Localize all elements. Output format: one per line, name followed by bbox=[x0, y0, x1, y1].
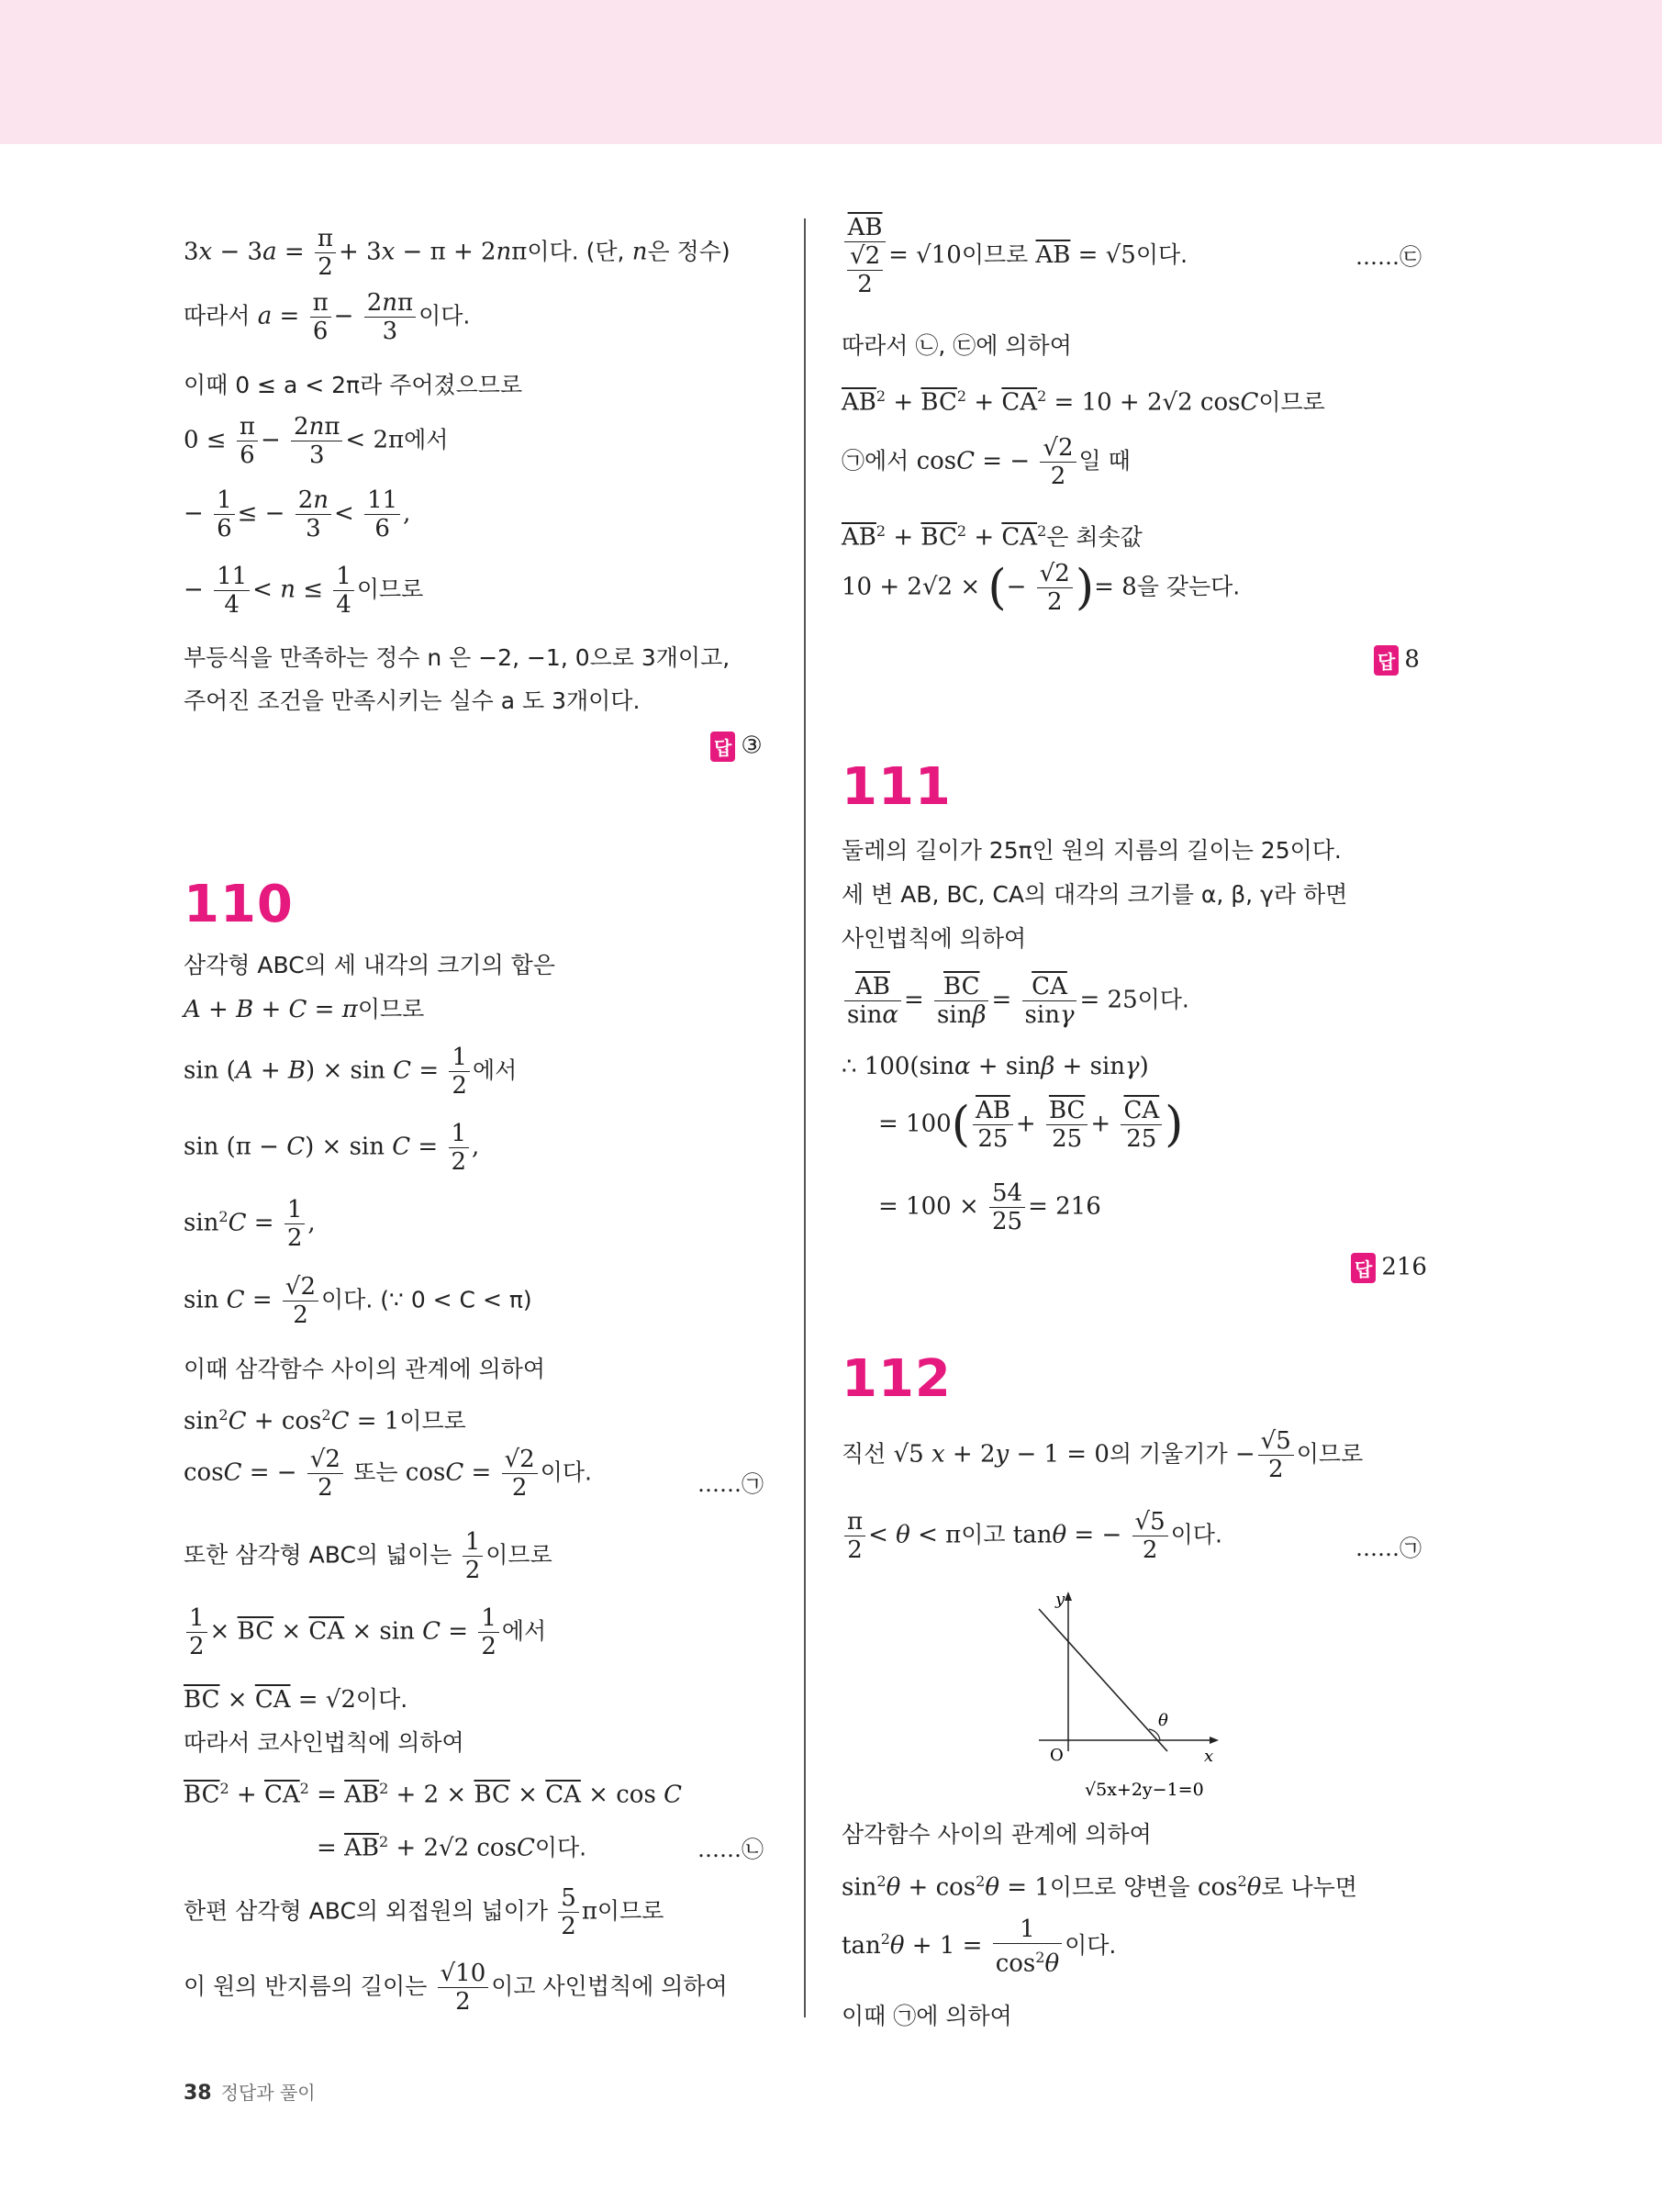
p110-text-6: 또한 삼각형 ABC의 넓이는 $\frac{1}{2}$ 이므로 bbox=[184, 1528, 552, 1584]
p112-text-6: 이때 ㉠에 의하여 bbox=[842, 2003, 1012, 2029]
mark-c-right: ……㉢ bbox=[1355, 244, 1422, 270]
r-text-2: 따라서 ㉡, ㉢에 의하여 bbox=[842, 332, 1072, 359]
graph-theta-label: θ bbox=[1158, 1711, 1168, 1730]
p111-eq-5: ∴ 100(sinα + sinβ + sinγ) bbox=[842, 1053, 1149, 1080]
p110-text-2: A + B + C = π이므로 bbox=[184, 996, 425, 1023]
y-axis-arrow bbox=[1065, 1592, 1072, 1601]
graph-line bbox=[1039, 1609, 1167, 1751]
page-number: 38 bbox=[184, 2082, 212, 2105]
r-eq-6: 10 + 2√2 × (− $\frac{√2}{2}$ )= 8을 갖는다. bbox=[842, 560, 1241, 616]
p110-text-1: 삼각형 ABC의 세 내각의 크기의 합은 bbox=[184, 952, 555, 978]
graph-x-label: x bbox=[1204, 1747, 1214, 1766]
graph-equation-label: √5x+2y−1=0 bbox=[1085, 1780, 1204, 1800]
p110-eq-9: $\overline{BC}^2 + \overline{CA}^2 = \overline{AB}^2 + 2 \times \overline{BC} \times \overline{CA} \times \cos C$ bbox=[184, 1780, 682, 1809]
p110-eq-10: = $\overline{AB}^2 + 2√2$ cosC이다. bbox=[317, 1833, 587, 1862]
eq-line-1: 3x − 3a = $\frac{\pi}{2}$ + 3x − π + 2nπ이다. (단, n은 정수) bbox=[184, 225, 731, 281]
answer-110: 답 8 bbox=[1374, 645, 1420, 676]
p111-eq-4: $\frac{\overline{AB}}{\sin\alpha}$ = $\frac{\overline{BC}}{\sin\beta}$ = $\frac{\overline{CA}}{\sin\gamma}$ = 25이다. bbox=[842, 973, 1189, 1029]
p110-text-12: 한편 삼각형 ABC의 외접원의 넓이가 $\frac{5}{2}$ π이므로 bbox=[184, 1884, 664, 1940]
problem-number-112: 112 bbox=[842, 1349, 952, 1409]
p110-eq-7: $\frac{1}{2}$ × $\overline{BC} \times \overline{CA} \times \sin C$ = $\frac{1}{2}$ 에서 bbox=[184, 1604, 546, 1660]
mark-a-left: ……㉠ bbox=[697, 1471, 764, 1497]
text-line-8: 주어진 조건을 만족시키는 실수 a 도 3개이다. bbox=[184, 687, 641, 714]
problem-number-111: 111 bbox=[842, 757, 952, 817]
p110-eq-4: sin C = $\frac{√2}{2}$ 이다. (∵ 0 < C < π) bbox=[184, 1273, 532, 1329]
graph-origin-label: O bbox=[1050, 1746, 1064, 1765]
answer-badge: 답 bbox=[710, 732, 735, 762]
p110-eq-8: $\overline{BC} \times \overline{CA} = √2$이다. bbox=[184, 1686, 408, 1714]
header-band bbox=[0, 0, 1662, 144]
answer-111: 답 216 bbox=[1351, 1253, 1427, 1283]
p112-text-1: 직선 √5 x + 2y − 1 = 0의 기울기가 − $\frac{√5}{2}$ 이므로 bbox=[842, 1427, 1364, 1483]
answer-109: 답 ③ bbox=[710, 732, 763, 762]
r-eq-5: $\overline{AB}^2 + \overline{BC}^2 + \overline{CA}^2$은 최솟값 bbox=[842, 522, 1143, 552]
p112-text-3: 삼각함수 사이의 관계에 의하여 bbox=[842, 1821, 1152, 1848]
page-footer bbox=[184, 2078, 316, 2105]
eq-line-2: 따라서 a = $\frac{\pi}{6}$ − $\frac{2n\pi}{3}$ 이다. bbox=[184, 289, 471, 345]
answer-badge: 답 bbox=[1374, 645, 1399, 676]
graph-y-label: y bbox=[1055, 1590, 1065, 1609]
p111-eq-6: = 100( $\frac{\overline{AB}}{25}$ + $\frac{\overline{BC}}{25}$ + $\frac{\overline{CA}}{25}$ ) bbox=[878, 1097, 1184, 1153]
p110-eq-5: $\sin^2C + \cos^2C = 1$이므로 bbox=[184, 1406, 466, 1436]
p112-eq-2: $\frac{\pi}{2}$ < θ < π이고 tanθ = − $\frac{√5}{2}$ 이다. bbox=[842, 1508, 1222, 1564]
p110-eq-2: sin (π − C) × sin C = $\frac{1}{2}$ , bbox=[184, 1120, 480, 1176]
p111-eq-7: = 100 × $\frac{54}{25}$ = 216 bbox=[878, 1179, 1101, 1235]
p111-text-1: 둘레의 길이가 25π인 원의 지름의 길이는 25이다. bbox=[842, 837, 1342, 864]
mark-a-right: ……㉠ bbox=[1355, 1536, 1422, 1561]
p110-eq-3: $\sin^2C$ = $\frac{1}{2}$ , bbox=[184, 1196, 316, 1252]
eq-line-5: − $\frac{1}{6}$ ≤ − $\frac{2n}{3}$ < $\frac{11}{6}$ , bbox=[184, 486, 411, 542]
p112-eq-4: $\sin^2\theta + \cos^2\theta = 1$이므로 양변을 $\cos^2\theta$로 나누면 bbox=[842, 1872, 1357, 1902]
p111-text-2: 세 변 AB, BC, CA의 대각의 크기를 α, β, γ라 하면 bbox=[842, 881, 1348, 908]
mark-b-left: ……㉡ bbox=[697, 1837, 764, 1862]
problem-number-110: 110 bbox=[184, 875, 294, 934]
p111-text-3: 사인법칙에 의하여 bbox=[842, 925, 1027, 952]
x-axis-arrow bbox=[1210, 1737, 1219, 1744]
p110-text-9: 따라서 코사인법칙에 의하여 bbox=[184, 1729, 464, 1756]
p110-text-3: 이때 삼각함수 사이의 관계에 의하여 bbox=[184, 1356, 546, 1382]
r-eq-1: $\frac{\overline{AB}}{\frac{√2}{2}}$ = √10이므로 $\overline{AB} = √5$이다. bbox=[842, 214, 1188, 298]
column-divider bbox=[804, 218, 806, 2017]
p110-eq-6: cosC = − $\frac{√2}{2}$ 또는 cosC = $\frac{√2}{2}$ 이다. bbox=[184, 1446, 592, 1502]
text-line-7: 부등식을 만족하는 정수 n 은 −2, −1, 0으로 3개이고, bbox=[184, 644, 731, 671]
text-line-3: 이때 0 ≤ a < 2π라 주어졌으므로 bbox=[184, 372, 523, 398]
angle-arc bbox=[1149, 1729, 1160, 1740]
answer-badge: 답 bbox=[1351, 1253, 1376, 1283]
eq-line-6: − $\frac{11}{4}$ < n ≤ $\frac{1}{4}$ 이므로 bbox=[184, 563, 424, 619]
r-eq-3: $\overline{AB}^2 + \overline{BC}^2 + \overline{CA}^2 = 10 + 2√2$ cosC이므로 bbox=[842, 387, 1325, 417]
p110-eq-1: sin (A + B) × sin C = $\frac{1}{2}$ 에서 bbox=[184, 1044, 518, 1100]
p110-text-13: 이 원의 반지름의 길이는 $\frac{√10}{2}$ 이고 사인법칙에 의하여 bbox=[184, 1960, 728, 2016]
p112-eq-5: $\tan^2\theta + 1$ = $\frac{1}{\cos^2\theta}$ 이다. bbox=[842, 1916, 1117, 1978]
line-graph bbox=[1030, 1586, 1241, 1806]
footer-label: 정답과 풀이 bbox=[220, 2082, 316, 2104]
r-eq-4: ㉠에서 cosC = − $\frac{√2}{2}$ 일 때 bbox=[842, 434, 1131, 490]
eq-line-4: 0 ≤ $\frac{\pi}{6}$ − $\frac{2n\pi}{3}$ < 2π에서 bbox=[184, 413, 449, 469]
